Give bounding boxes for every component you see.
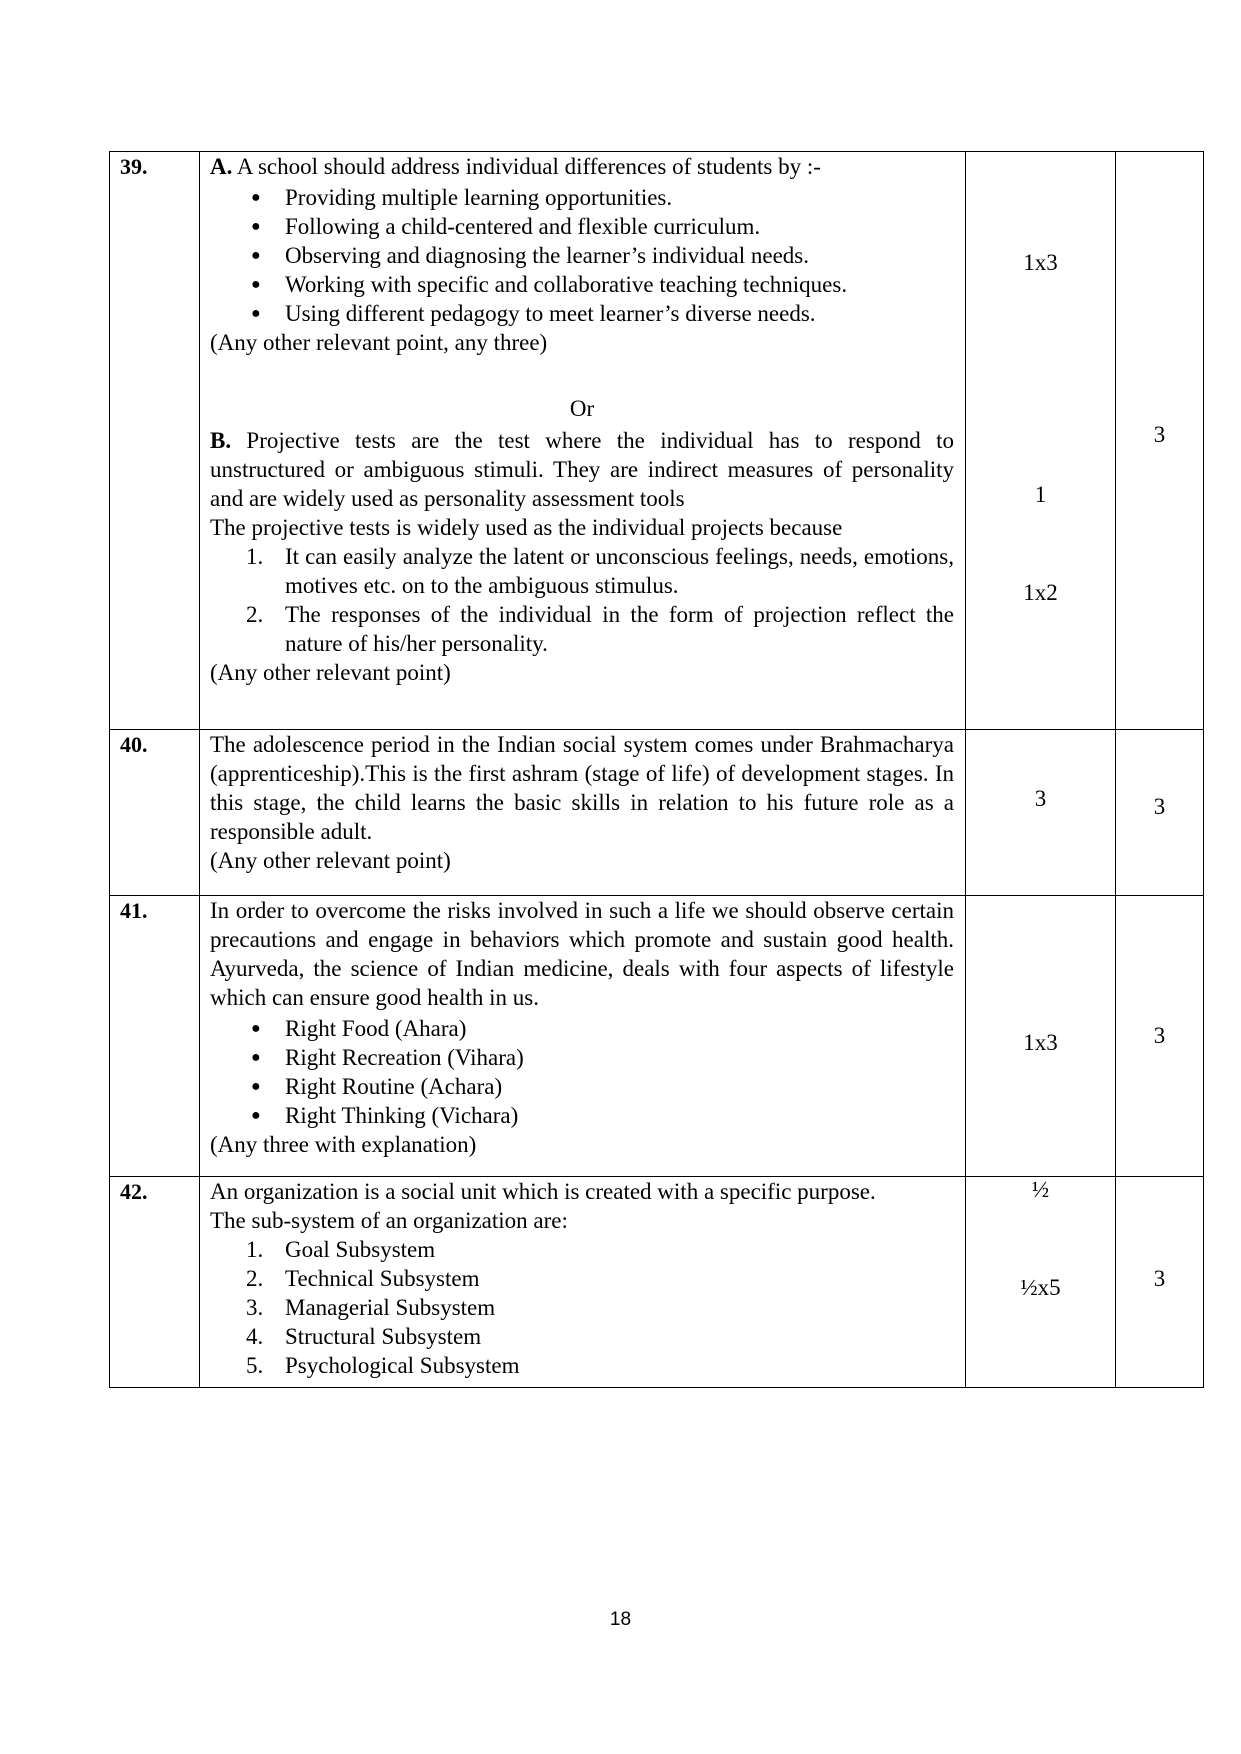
marks-value: 3 (1034, 786, 1047, 811)
list-item: 4. Structural Subsystem (246, 1324, 482, 1349)
lifestyle-points (210, 1014, 954, 1130)
list-item: ● Using different pedagogy to meet learner’s diverse needs. (210, 299, 954, 328)
list-item: 2. Technical Subsystem (246, 1266, 480, 1291)
marks-cell (966, 896, 1116, 1177)
list-item: ● Providing multiple learning opportunities. (210, 183, 954, 212)
list-item: ● Following a child-centered and flexible curriculum. (210, 212, 954, 241)
question-number: 40. (110, 730, 200, 896)
marks-value: 1 (1034, 482, 1047, 507)
answer-cell (200, 1177, 966, 1388)
answer-note: (Any other relevant point) (210, 848, 451, 873)
list-item: ● Right Recreation (Vihara) (210, 1043, 954, 1072)
part-b-note: (Any other relevant point) (210, 660, 451, 685)
list-item: 2. The responses of the individual in the form of projection reflect the nature of his/her personality. (246, 602, 954, 656)
part-a-note: (Any other relevant point, any three) (210, 330, 548, 355)
list-item: 1. It can easily analyze the latent or unconscious feelings, needs, emotions, motives etc. on to the ambiguous stimulus. (246, 544, 954, 598)
total-marks-cell (1116, 152, 1204, 730)
table-row (110, 152, 1204, 730)
part-b-intro: The projective tests is widely used as the individual projects because (210, 515, 843, 540)
answer-cell (200, 152, 966, 730)
answer-note: (Any three with explanation) (210, 1132, 477, 1157)
part-b-text: B. Projective tests are the test where the individual has to respond to unstructured or ambiguous stimuli. They are indirect measures of personality and are widely used as personality assessment tools (210, 428, 954, 511)
total-marks-cell (1116, 1177, 1204, 1388)
part-a-label: A. (210, 154, 233, 179)
answer-cell (200, 896, 966, 1177)
marks-cell (966, 152, 1116, 730)
table-row (110, 730, 1204, 896)
total-marks-cell (1116, 730, 1204, 896)
answer-text: The adolescence period in the Indian social system comes under Brahmacharya (apprenticeship).This is the first ashram (stage of life) of development stages. In this stage, the child learns the basic skills in relation to his future role as a responsible adult. (210, 732, 954, 844)
answer-cell (200, 730, 966, 896)
page-number: 18 (609, 1609, 632, 1630)
marks-value: ½x5 (1020, 1275, 1061, 1300)
marks-cell (966, 1177, 1116, 1388)
list-item: 3. Managerial Subsystem (246, 1295, 496, 1320)
question-number: 42. (110, 1177, 200, 1388)
part-a-points (210, 183, 954, 328)
marks-value: 1x3 (1023, 1030, 1058, 1055)
list-item: ● Working with specific and collaborative teaching techniques. (210, 270, 954, 299)
question-number: 41. (110, 896, 200, 1177)
subsystem-list (210, 1235, 954, 1380)
total-marks: 3 (1153, 422, 1166, 447)
list-item: ● Right Routine (Achara) (210, 1072, 954, 1101)
answer-text: An organization is a social unit which is created with a specific purpose. (210, 1179, 876, 1204)
answer-subtext: The sub-system of an organization are: (210, 1208, 568, 1233)
marks-value: 1x2 (1023, 580, 1058, 605)
marks-cell (966, 730, 1116, 896)
answer-text: In order to overcome the risks involved in such a life we should observe certain precautions and engage in behaviors which promote and sustain good health. Ayurveda, the science of Indian medicine, deals with four aspects of lifestyle which can ensure good health in us. (210, 898, 954, 1010)
or-separator: Or (569, 396, 595, 421)
total-marks: 3 (1153, 794, 1166, 819)
part-a-intro: A. A school should address individual differences of students by :- (210, 154, 821, 179)
table-row (110, 1177, 1204, 1388)
part-b-points (210, 542, 954, 658)
list-item: ● Right Food (Ahara) (210, 1014, 954, 1043)
marks-value: ½ (1031, 1177, 1050, 1202)
marking-scheme-table (109, 151, 1204, 1388)
table-row (110, 896, 1204, 1177)
total-marks: 3 (1153, 1023, 1166, 1048)
question-number: 39. (110, 152, 200, 730)
list-item: 1. Goal Subsystem (246, 1237, 436, 1262)
total-marks-cell (1116, 896, 1204, 1177)
list-item: ● Observing and diagnosing the learner’s individual needs. (210, 241, 954, 270)
list-item: ● Right Thinking (Vichara) (210, 1101, 954, 1130)
part-b-label: B. (210, 428, 232, 453)
total-marks: 3 (1153, 1266, 1166, 1291)
list-item: 5. Psychological Subsystem (246, 1353, 520, 1378)
marks-value: 1x3 (1023, 250, 1058, 275)
